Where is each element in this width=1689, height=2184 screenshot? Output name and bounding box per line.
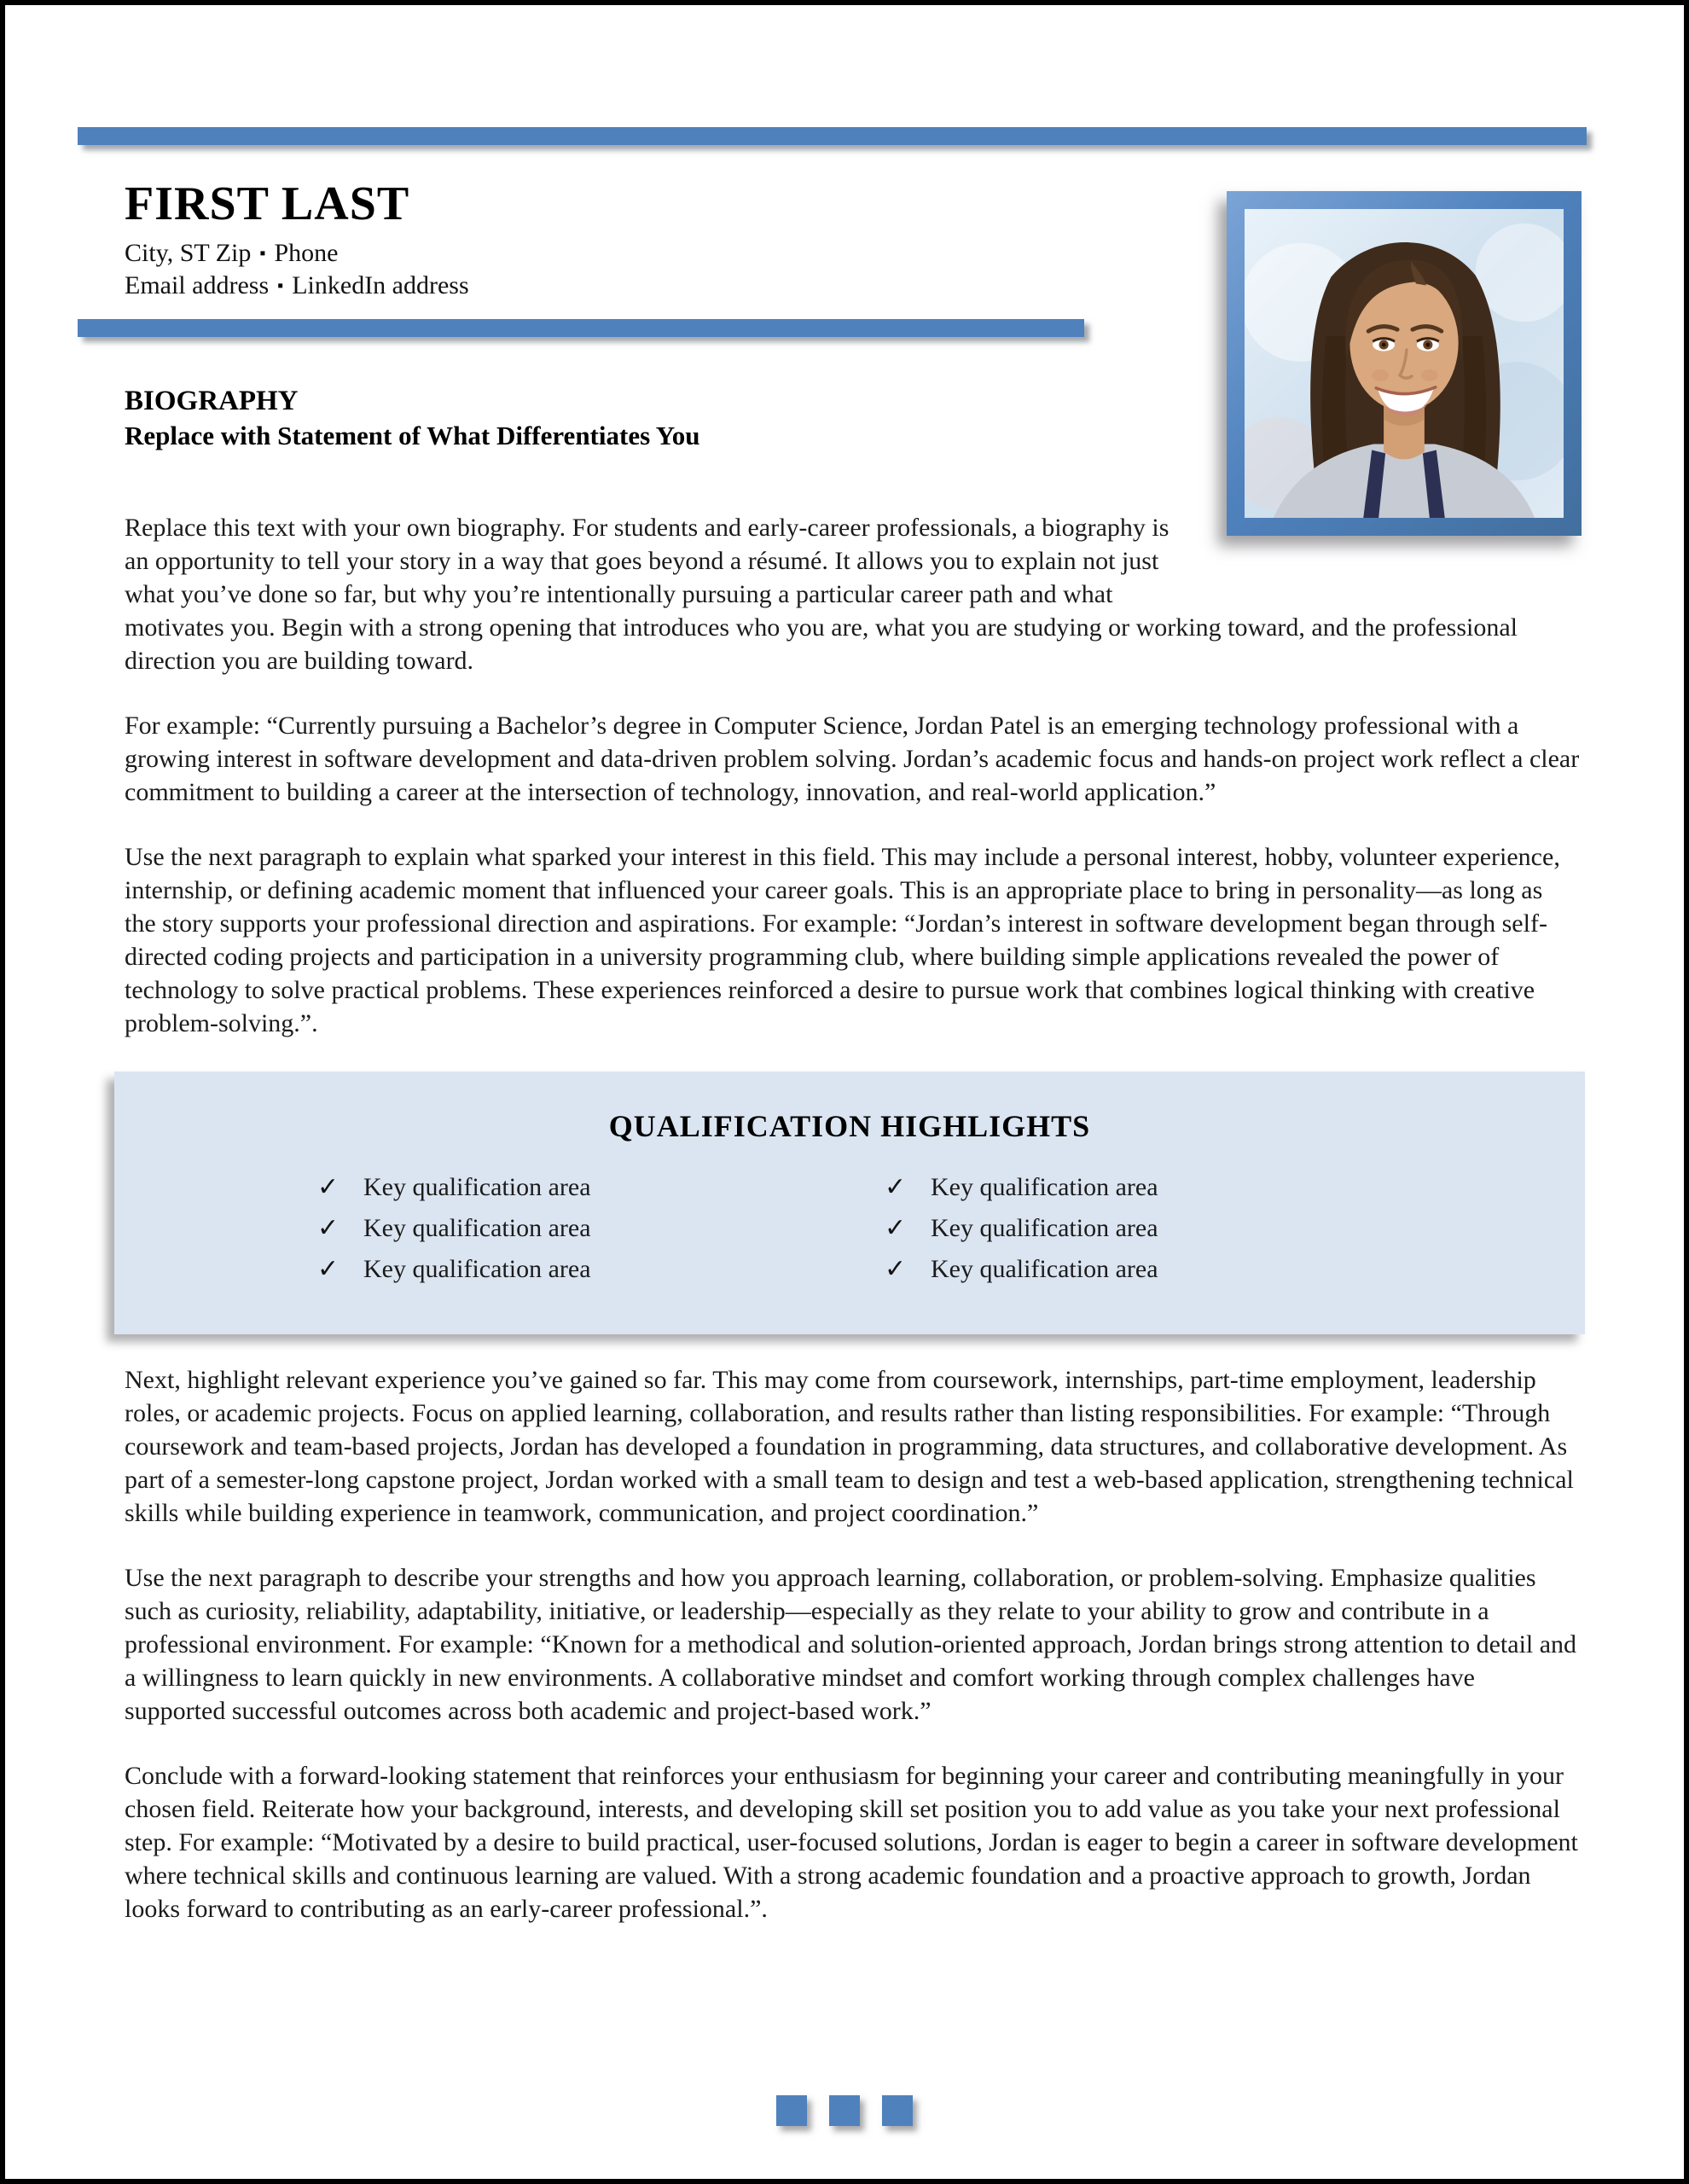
checkmark-icon: ✓ — [885, 1255, 907, 1283]
square-separator-icon: ▪ — [277, 276, 284, 295]
qualification-highlights-panel — [114, 1072, 1585, 1334]
biography-heading: BIOGRAPHY — [125, 386, 299, 416]
qualification-item — [317, 1211, 885, 1252]
header — [125, 176, 469, 302]
biography-paragraph-1 — [125, 511, 1580, 677]
qualification-item — [885, 1252, 1452, 1293]
person-name: FIRST LAST — [125, 177, 410, 230]
linkedin-address: LinkedIn address — [292, 271, 469, 299]
biography-paragraph-2: For example: “Currently pursuing a Bachelor’s degree in Computer Science, Jordan Patel is an emerging technology professional with a growing interest in software development and data-driven problem solving. Jordan’s academic focus and hands-on project work reflect a clear commitment to building a career at the intersection of technology, innovation, and real-world application.” — [125, 712, 1580, 806]
square-separator-icon: ▪ — [259, 244, 266, 263]
conclusion-paragraph: Conclude with a forward-looking statement that reinforces your enthusiasm for beginning your career and contributing meaningfully in your chosen field. Reiterate how your background, interests, and developing skill set position you to add value as you take your next professional step. For example: “Motivated by a desire to build practical, user-focused solutions, Jordan is eager to begin a career in software development where technical skills and continuous learning are valued. With a strong academic foundation and a proactive approach to growth, Jordan looks forward to contributing as an early-career professional.”. — [125, 1762, 1578, 1923]
email-address: Email address — [125, 271, 270, 299]
contact-line-2 — [125, 270, 469, 302]
main-content — [125, 383, 1580, 1957]
qualification-item — [885, 1211, 1452, 1252]
checkmark-icon: ✓ — [317, 1173, 340, 1201]
checkmark-icon: ✓ — [885, 1214, 907, 1242]
phone: Phone — [274, 239, 339, 267]
qualification-item — [317, 1170, 885, 1211]
qualification-label: Key qualification area — [363, 1255, 591, 1283]
qualification-item — [317, 1252, 885, 1293]
experience-paragraph-1: Next, highlight relevant experience you’ve gained so far. This may come from coursework, internships, part-time employment, leadership roles, or academic projects. Focus on applied learning, collaboration, and results rather than listing responsibilities. For example: “Through coursework and team-based projects, Jordan has developed a foundation in programming, data structures, and collaborative development. As part of a semester-long capstone project, Jordan worked with a small team to design and test a web-based application, strengthening technical skills while building experience in teamwork, communication, and project coordination.” — [125, 1366, 1574, 1527]
footer-decoration — [776, 2095, 913, 2126]
qualification-highlights-title: QUALIFICATION HIGHLIGHTS — [608, 1109, 1091, 1143]
biography-subheading: Replace with Statement of What Differentiates You — [125, 421, 700, 450]
checkmark-icon: ✓ — [317, 1255, 340, 1283]
qualification-item — [885, 1170, 1452, 1211]
qualification-label: Key qualification area — [363, 1214, 591, 1242]
strengths-paragraph: Use the next paragraph to describe your strengths and how you approach learning, collaboration, or problem-solving. Emphasize qualities such as curiosity, reliability, adaptability, initiative, or leadership—especially as they relate to your ability to grow and contribute in a professional environment. For example: “Known for a methodical and solution-oriented approach, Jordan brings strong attention to detail and a willingness to learn quickly in new environments. A collaborative mindset and comfort working through complex challenges have supported successful outcomes across both academic and project-based work.” — [125, 1564, 1577, 1725]
qualification-label: Key qualification area — [931, 1214, 1158, 1242]
top-accent-rule — [78, 127, 1587, 145]
footer-square-icon — [776, 2095, 807, 2126]
biography-paragraph-3: Use the next paragraph to explain what sparked your interest in this field. This may include a personal interest, hobby, volunteer experience, internship, or defining academic moment that influenced your career goals. This is an appropriate place to bring in personality—as long as the story supports your professional direction and aspirations. For example: “Jordan’s interest in software development began through self-directed coding projects and participation in a university programming club, where building simple applications revealed the power of technology to solve practical problems. These experiences reinforced a desire to pursue work that combines logical thinking with creative problem-solving.”. — [125, 843, 1560, 1037]
contact-line-1 — [125, 237, 469, 270]
qualification-label: Key qualification area — [931, 1173, 1158, 1201]
qualification-label: Key qualification area — [931, 1255, 1158, 1283]
qualification-list — [114, 1170, 1585, 1293]
photo-wrap-spacer — [1179, 511, 1580, 579]
footer-square-icon — [829, 2095, 860, 2126]
footer-square-icon — [882, 2095, 913, 2126]
paragraph-text: Replace this text with your own biography. For students and early-career professionals, a biography is an opportunity to tell your story in a way that goes beyond a résumé. It allows you to explain not just what you’ve done so far, but why you’re intentionally pursuing a particular career path and what motivates you. Begin with a strong opening that introduces who you are, what you are studying or working toward, and the professional direction you are building toward. — [125, 514, 1518, 675]
checkmark-icon: ✓ — [885, 1173, 907, 1201]
checkmark-icon: ✓ — [317, 1214, 340, 1242]
qualification-label: Key qualification area — [363, 1173, 591, 1201]
city-state-zip: City, ST Zip — [125, 239, 252, 267]
header-bottom-accent-rule — [78, 319, 1084, 337]
